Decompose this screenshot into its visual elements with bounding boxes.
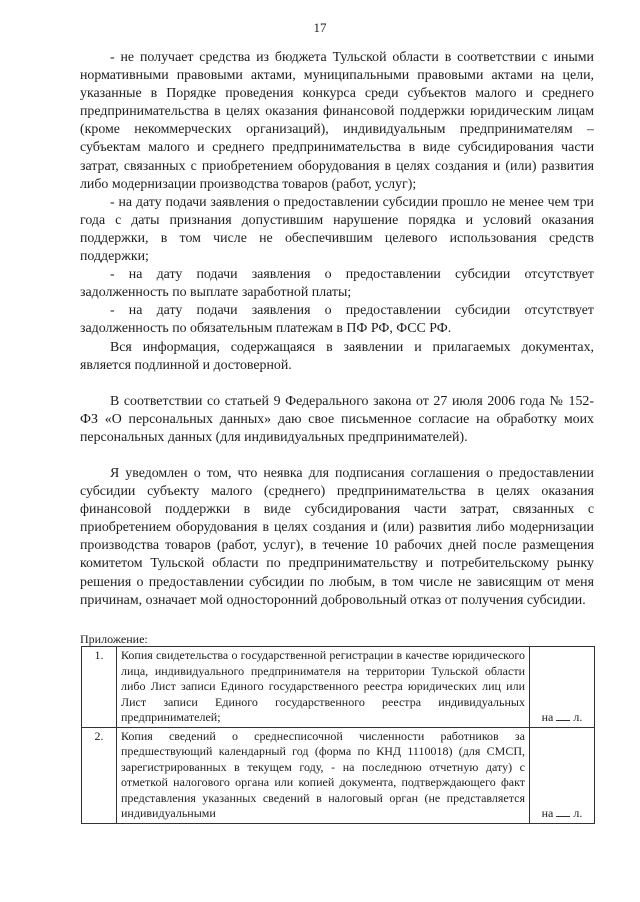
attachment-pages xyxy=(530,727,595,823)
paragraph-notice: Я уведомлен о том, что неявка для подписания соглашения о предоставлении субсидии субъекту малого (среднего) предпринимательства в целях оказания финансовой поддержки в виде субсидирования части затрат, связанных с приобретением оборудования в целях создания и (или) развития либо модернизации производства товаров (работ, услуг), в течение 10 рабочих дней после размещения комитетом Тульской области по предпринимательству и потребительскому рынку решения о предоставлении субсидии по любым, в том числе не зависящим от меня причинам, означает мой односторонний добровольный отказ от получения субсидии. xyxy=(80,465,594,608)
pages-prefix: на xyxy=(541,710,554,724)
attachment-number: 1. xyxy=(82,647,117,728)
attachment-pages xyxy=(530,647,595,728)
page-number: 17 xyxy=(313,20,327,35)
pages-suffix: л. xyxy=(573,806,583,820)
attachments-table xyxy=(81,646,595,824)
document-body xyxy=(80,49,594,610)
paragraph-pension-debt: - на дату подачи заявления о предоставлении субсидии отсутствует задолженность по обязательным платежам в ПФ РФ, ФСС РФ. xyxy=(80,303,594,337)
spacer xyxy=(80,447,594,465)
paragraph-budget-condition: - не получает средства из бюджета Тульской области в соответствии с иными нормативными правовыми актами, муниципальными правовыми актами на цели, указанные в Порядке проведения конкурса среди субъектов малого и среднего предпринимательства в целях оказания финансовой поддержки юридическим лицам (кроме некоммерческих организаций), индивидуальным предпринимателям – субъектам малого и среднего предпринимательства в виде субсидирования части затрат, связанных с приобретением оборудования в целях создания и (или) развития либо модернизации производства товаров (работ, услуг); xyxy=(80,50,594,192)
table-row xyxy=(82,727,595,823)
attachment-number: 2. xyxy=(82,727,117,823)
attachment-text: Копия свидетельства о государственной регистрации в качестве юридического лица, индивидуального предпринимателя на территории Тульской области либо Лист записи Единого государственного реестра юридических лиц или Лист записи Единого государственного реестра индивидуальных предпринимателей; xyxy=(117,647,530,728)
paragraph-salary-debt: - на дату подачи заявления о предоставлении субсидии отсутствует задолженность по выплате заработной платы; xyxy=(80,267,594,301)
attachment-text: Копия сведений о среднесписочной численности работников за предшествующий календарный год (форма по КНД 1110018) (для СМСП, зарегистрированных в текущем году, - на последнюю отчетную дату) с отметкой налогового органа или копией документа, подтверждающего факт представления указанных сведений в налоговый орган (не представляется индивидуальными xyxy=(117,727,530,823)
spacer xyxy=(80,375,594,393)
pages-blank xyxy=(556,709,570,721)
attachment-label: Приложение: xyxy=(80,632,148,646)
pages-suffix: л. xyxy=(573,710,583,724)
paragraph-personal-data-consent: В соответствии со статьей 9 Федерального закона от 27 июля 2006 года № 152-ФЗ «О персональных данных» даю свое письменное согласие на обработку моих персональных данных (для индивидуальных предпринимателей). xyxy=(80,393,594,445)
pages-prefix: на xyxy=(541,806,554,820)
pages-blank xyxy=(556,805,570,817)
paragraph-three-years-condition: - на дату подачи заявления о предоставлении субсидии прошло не менее чем три года с даты признания допустившим нарушение порядка и условий оказания поддержки, в том числе не обеспечившим целевого использования средств поддержки; xyxy=(80,194,594,265)
paragraph-authenticity: Вся информация, содержащаяся в заявлении и прилагаемых документах, является подлинной и достоверной. xyxy=(80,339,594,373)
table-row xyxy=(82,647,595,728)
